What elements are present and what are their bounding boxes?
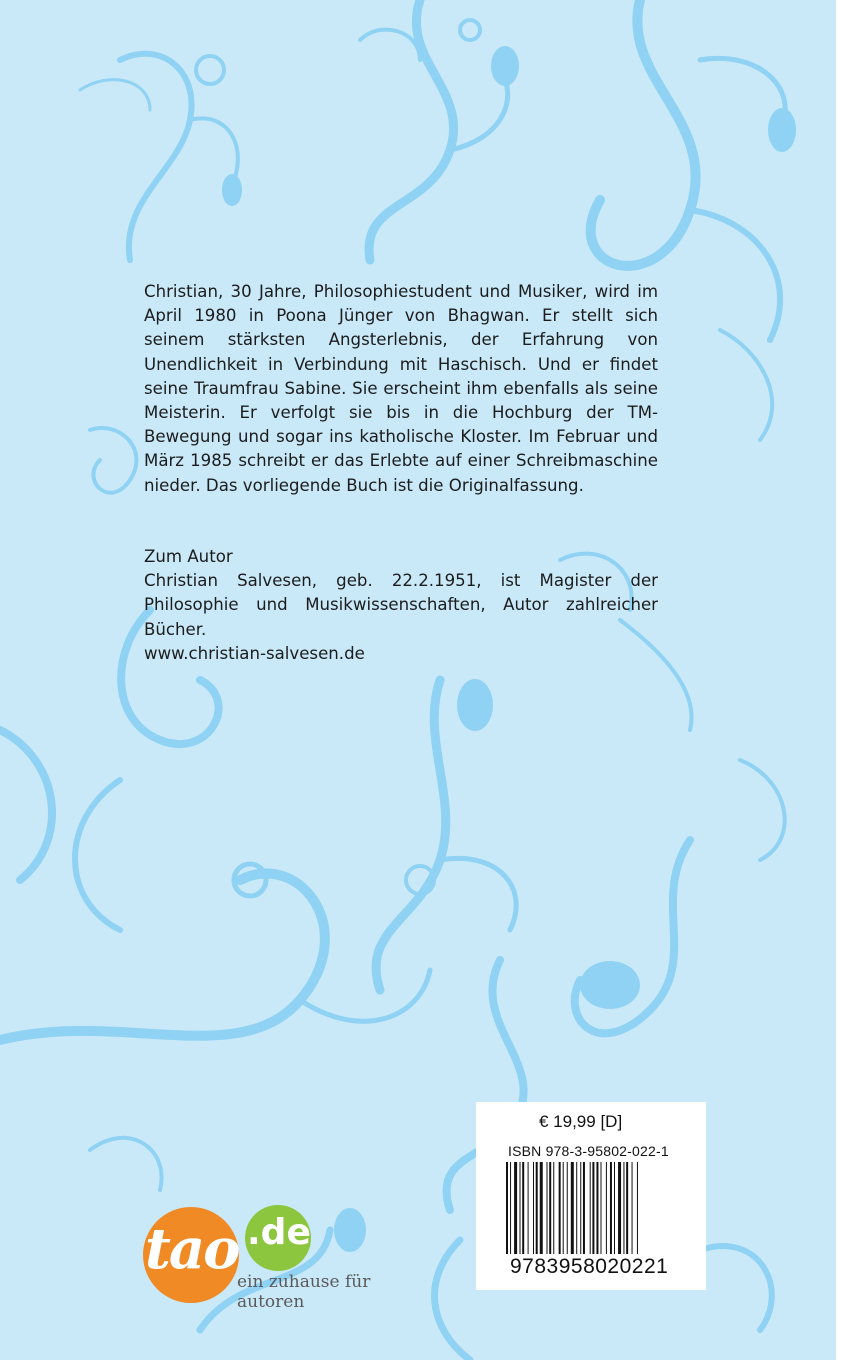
author-website: www.christian-salvesen.de xyxy=(144,643,365,663)
blurb-paragraph: Christian, 30 Jahre, Philosophiestudent und Musiker, wird im April 1980 in Poona Jünger von Bhagwan. Er stellt sich seinem stärksten Angsterlebnis, der Erfahrung von Unendlichkeit in Verbindung mit Haschisch. Und er findet seine Traumfrau Sabine. Sie erscheint ihm ebenfalls als seine Meisterin. Er verfolgt sie bis in die Hochburg der TM-Bewegung und sogar ins katholische Kloster. Im Februar und März 1985 schreibt er das Erlebte auf einer Schreibmaschine nieder. Das vorliegende Buch ist die Originalfassung. xyxy=(144,282,658,495)
logo-text-de: .de xyxy=(247,1212,311,1253)
author-section xyxy=(144,545,658,666)
barcode-box xyxy=(476,1102,706,1290)
author-bio: Christian Salvesen, geb. 22.2.1951, ist Magister der Philosophie und Musikwissenschaften, Autor zahlreicher Bücher. xyxy=(144,571,658,639)
barcode-icon xyxy=(506,1162,676,1254)
publisher-logo xyxy=(143,1200,443,1310)
isbn-label: ISBN 978-3-95802-022-1 xyxy=(508,1143,669,1159)
publisher-tagline: ein zuhause für autoren xyxy=(237,1272,371,1312)
price-label: € 19,99 [D] xyxy=(539,1112,623,1131)
blurb-text xyxy=(144,280,658,498)
ean-number: 9783958020221 xyxy=(510,1255,669,1278)
author-heading: Zum Autor xyxy=(144,547,233,566)
logo-text-tao: tao xyxy=(145,1216,239,1282)
